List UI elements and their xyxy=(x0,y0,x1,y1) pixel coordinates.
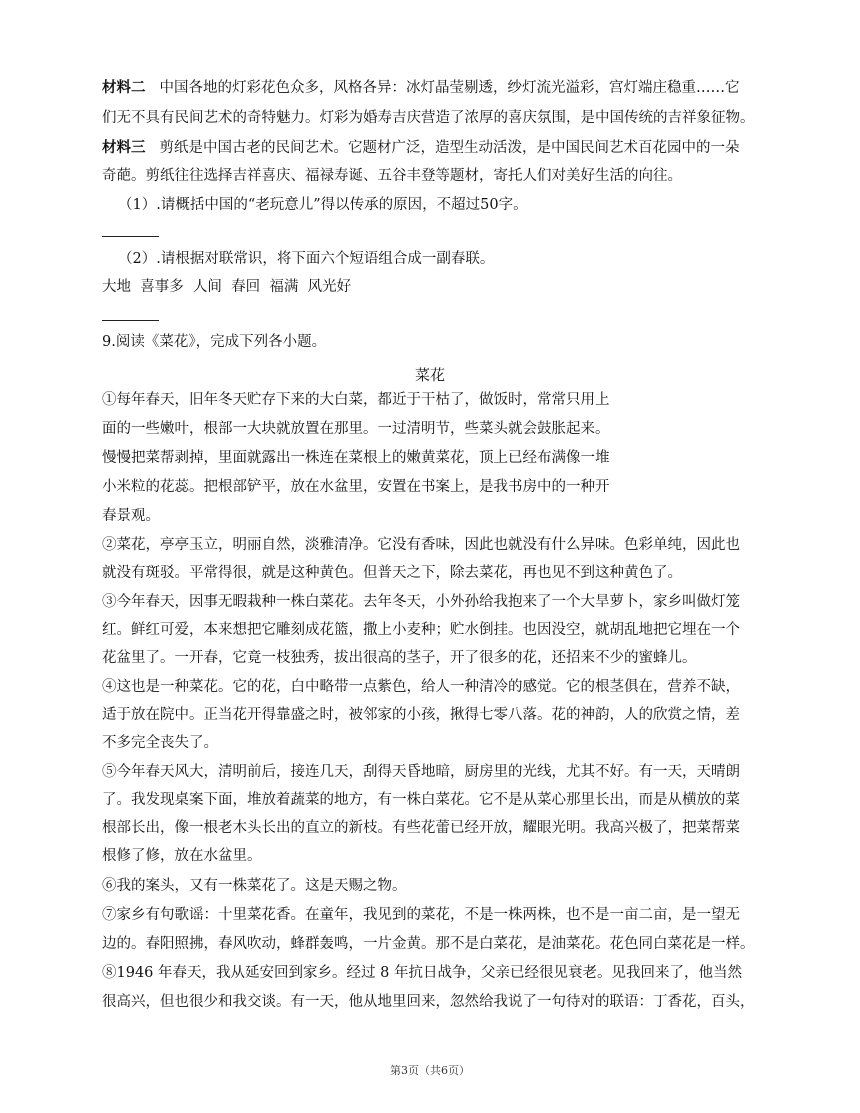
paragraph-line: 不多完全丧失了。 xyxy=(102,735,218,751)
paragraph-line: ④这也是一种菜花。它的花，白中略带一点紫色，给人一种清冷的感觉。它的根茎俱在，营养不缺， xyxy=(102,679,740,695)
paragraph-line: ⑦家乡有句歌谣：十里菜花香。在童年，我见到的菜花，不是一株两株，也不是一亩二亩，是一望无 xyxy=(102,907,740,923)
answer-blank-2[interactable] xyxy=(102,320,159,321)
paragraph-line: 很高兴，但也很少和我交谈。有一天，他从地里回来，忽然给我说了一句待对的联语：丁香花，百头， xyxy=(102,994,755,1010)
paragraph-line: 小米粒的花蕊。把根部铲平，放在水盆里，安置在书案上，是我书房中的一种开 xyxy=(102,479,610,495)
material-2-line-1: 材料二 中国各地的灯彩花色众多，风格各异：冰灯晶莹剔透，纱灯流光溢彩，宫灯端庄稳重……它 xyxy=(102,79,740,96)
paragraph-line: 根修了修，放在水盆里。 xyxy=(102,848,262,864)
answer-blank-1[interactable] xyxy=(102,236,159,237)
question-9: 9.阅读《菜花》，完成下列各小题。 xyxy=(102,334,327,350)
couplet-phrases: 大地 喜事多 人间 春回 福满 风光好 xyxy=(102,279,352,295)
paragraph-line: 了。我发现桌案下面，堆放着蔬菜的地方，有一株白菜花。它不是从菜心那里长出，而是从横放的菜 xyxy=(102,792,740,808)
paragraph-line: ⑧1946 年春天，我从延安回到家乡。经过 8 年抗日战争，父亲已经很见衰老。见我回来了，他当然 xyxy=(102,965,742,981)
paragraph-line: 花盆里了。一开春，它竟一枝独秀，拔出很高的茎子，开了很多的花，还招来不少的蜜蜂儿。 xyxy=(102,650,697,666)
material-3-line-1: 材料三 剪纸是中国古老的民间艺术。它题材广泛，造型生动活泼，是中国民间艺术百花园中的一朵 xyxy=(102,139,740,156)
material-2-line-2: 们无不具有民间艺术的奇特魅力。灯彩为婚寿吉庆营造了浓厚的喜庆氛围，是中国传统的吉祥象征物。 xyxy=(102,110,755,126)
paragraph-line: 春景观。 xyxy=(102,508,160,524)
paragraph-line: ②菜花，亭亭玉立，明丽自然，淡雅清净。它没有香味，因此也就没有什么异味。色彩单纯，因此也 xyxy=(102,537,740,553)
paragraph-line: 红。鲜红可爱，本来想把它雕刻成花篮，撒上小麦种；贮水倒挂。也因没空，就胡乱地把它埋在一个 xyxy=(102,622,740,638)
paragraph-line: 面的一些嫩叶，根部一大块就放置在那里。一过清明节，些菜头就会鼓胀起来。 xyxy=(102,421,610,437)
paragraph-line: 慢慢把菜帮剥掉，里面就露出一株连在菜根上的嫩黄菜花，顶上已经布满像一堆 xyxy=(102,450,610,466)
paragraph-line: 根部长出，像一根老木头长出的直立的新枝。有些花蕾已经开放，耀眼光明。我高兴极了，把菜帮菜 xyxy=(102,820,740,836)
question-2: （2）.请根据对联常识，将下面六个短语组合成一副春联。 xyxy=(118,251,495,267)
material-3-label: 材料三 xyxy=(102,139,146,156)
paragraph-line: ①每年春天，旧年冬天贮存下来的大白菜，都近于干枯了，做饭时，常常只用上 xyxy=(102,392,610,408)
paragraph-line: ⑤今年春天风大，清明前后，接连几天，刮得天昏地暗，厨房里的光线，尤其不好。有一天，天晴朗 xyxy=(102,764,740,780)
page-footer: 第3页（共6页） xyxy=(390,1064,470,1077)
article-title: 菜花 xyxy=(414,366,445,384)
paragraph-line: ③今年春天，因事无暇栽种一株白菜花。去年冬天，小外孙给我抱来了一个大旱萝卜，家乡叫做灯笼 xyxy=(102,594,740,610)
material-3-line-2: 奇葩。剪纸往往选择吉祥喜庆、福禄寿诞、五谷丰登等题材，寄托人们对美好生活的向往。 xyxy=(102,168,682,184)
paragraph-line: 就没有斑驳。平常得很，就是这种黄色。但普天之下，除去菜花，再也见不到这种黄色了。 xyxy=(102,565,682,581)
paragraph-line: 边的。春阳照拂，春风吹动，蜂群轰鸣，一片金黄。那不是白菜花，是油菜花。花色同白菜花是一样。 xyxy=(102,936,755,952)
question-1: （1）.请概括中国的“老玩意儿”得以传承的原因，不超过50字。 xyxy=(118,197,528,213)
paragraph-line: 适于放在院中。正当花开得靠盛之时，被邻家的小孩，揪得七零八落。花的神韵，人的欣赏之情，差 xyxy=(102,707,740,723)
material-2-label: 材料二 xyxy=(102,79,146,96)
paragraph-line: ⑥我的案头，又有一株菜花了。这是天赐之物。 xyxy=(102,878,407,894)
